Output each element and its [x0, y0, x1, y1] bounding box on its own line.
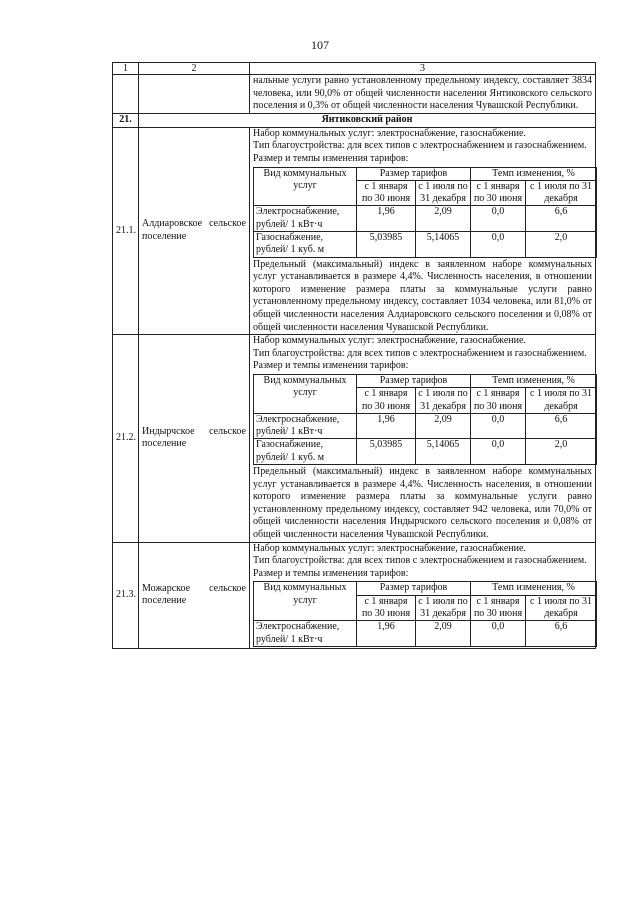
change-rate-header: Темп изменения, %: [471, 582, 597, 595]
settlements-table: [112, 62, 596, 649]
settlement-row: [113, 335, 596, 542]
tariff-table: [253, 581, 597, 646]
service-name: Газоснабжение, рублей/ 1 куб. м: [254, 232, 357, 258]
continuation-cell: [250, 75, 596, 114]
tariff-value: 1,96: [357, 206, 416, 232]
improvement-line: Тип благоустройства: для всех типов с электроснабжением и газоснабжением.: [253, 140, 587, 152]
tariff-table: [253, 374, 597, 465]
empty-cell: [113, 75, 139, 114]
change-rate-value: 0,0: [471, 232, 526, 258]
settlement-row: [113, 127, 596, 334]
change-rate-value: 0,0: [471, 621, 526, 647]
row-number: 21.2.: [113, 335, 139, 542]
improvement-line: Тип благоустройства: для всех типов с электроснабжением и газоснабжением.: [253, 555, 587, 567]
tariff-value: 5,03985: [357, 232, 416, 258]
change-rate-value: 0,0: [471, 413, 526, 439]
settlement-name: Можарское сельское поселение: [139, 542, 250, 648]
settlement-content: [250, 542, 596, 648]
section-number: 21.: [113, 113, 139, 127]
change-rate-value: 2,0: [526, 232, 597, 258]
period-header: с 1 января по 30 июня: [471, 388, 526, 414]
change-rate-value: 0,0: [471, 439, 526, 465]
improvement-line: Тип благоустройства: для всех типов с электроснабжением и газоснабжением.: [253, 347, 587, 359]
tariff-value: 5,14065: [416, 232, 471, 258]
settlement-content: [250, 127, 596, 334]
service-column-header: Вид коммунальных услуг: [254, 374, 357, 413]
settlements-table-body: [113, 63, 596, 649]
tariff-size-header: Размер тарифов: [357, 167, 471, 180]
tariff-row: [254, 439, 597, 465]
service-column-header: Вид коммунальных услуг: [254, 582, 357, 621]
tariffs-title: Размер и темпы изменения тарифов:: [253, 152, 409, 164]
column-number: 2: [139, 63, 250, 75]
tariff-value: 5,14065: [416, 439, 471, 465]
tariff-size-header: Размер тарифов: [357, 374, 471, 387]
services-line: Набор коммунальных услуг: электроснабжение, газоснабжение.: [253, 335, 526, 347]
empty-cell: [139, 75, 250, 114]
service-name: Электроснабжение, рублей/ 1 кВт·ч: [254, 413, 357, 439]
change-rate-value: 0,0: [471, 206, 526, 232]
price-index-text: Предельный (максимальный) индекс в заявленном наборе коммунальных услуг устанавливается в размере 4,4%. Численность населения, в отношении которого изменение размера платы за коммунальные услуги равно установленному предельному индексу, составляет 1034 человека, или 81,0% от общей численности населения Алдиаровского сельского поселения и 0,08% от общей численности населения Чувашской Республики.: [253, 258, 592, 333]
settlement-name: Алдиаровское сельское поселение: [139, 127, 250, 334]
tariff-row: [254, 621, 597, 647]
column-number: 3: [250, 63, 596, 75]
tariff-table: [253, 167, 597, 258]
change-rate-value: 6,6: [526, 413, 597, 439]
change-rate-value: 6,6: [526, 206, 597, 232]
column-number: 1: [113, 63, 139, 75]
tariff-value: 1,96: [357, 413, 416, 439]
tariff-value: 2,09: [416, 206, 471, 232]
change-rate-value: 6,6: [526, 621, 597, 647]
services-line: Набор коммунальных услуг: электроснабжение, газоснабжение.: [253, 542, 526, 554]
tariff-value: 1,96: [357, 621, 416, 647]
settlement-name: Индырчское сельское поселение: [139, 335, 250, 542]
period-header: с 1 января по 30 июня: [357, 180, 416, 206]
service-column-header: Вид коммунальных услуг: [254, 167, 357, 206]
period-header: с 1 июля по 31 декабря: [526, 388, 597, 414]
tariff-size-header: Размер тарифов: [357, 582, 471, 595]
change-rate-value: 2,0: [526, 439, 597, 465]
period-header: с 1 июля по 31 декабря: [526, 180, 597, 206]
section-title: Янтиковский район: [139, 113, 596, 127]
period-header: с 1 января по 30 июня: [357, 388, 416, 414]
tariff-value: 2,09: [416, 413, 471, 439]
period-header: с 1 января по 30 июня: [471, 595, 526, 621]
period-header: с 1 июля по 31 декабря: [416, 595, 471, 621]
tariff-value: 5,03985: [357, 439, 416, 465]
change-rate-header: Темп изменения, %: [471, 167, 597, 180]
page-number: 107: [311, 38, 329, 52]
service-name: Электроснабжение, рублей/ 1 кВт·ч: [254, 206, 357, 232]
tariff-header-row: [254, 167, 597, 180]
tariff-header-row: [254, 374, 597, 387]
settlement-content: [250, 335, 596, 542]
change-rate-header: Темп изменения, %: [471, 374, 597, 387]
row-number: 21.1.: [113, 127, 139, 334]
services-line: Набор коммунальных услуг: электроснабжение, газоснабжение.: [253, 127, 526, 139]
continuation-row: [113, 75, 596, 114]
period-header: с 1 января по 30 июня: [471, 180, 526, 206]
continuation-text: нальные услуги равно установленному предельному индексу, составляет 3834 человека, или 90,0% от общей численности населения Янтиковского сельского поселения и 0,3% от общей численности населения Чувашской Республики.: [253, 75, 592, 112]
tariff-value: 2,09: [416, 621, 471, 647]
settlement-row: [113, 542, 596, 648]
period-header: с 1 июля по 31 декабря: [416, 180, 471, 206]
tariff-row: [254, 413, 597, 439]
service-name: Газоснабжение, рублей/ 1 куб. м: [254, 439, 357, 465]
tariff-row: [254, 232, 597, 258]
section-row: [113, 113, 596, 127]
tariffs-title: Размер и темпы изменения тарифов:: [253, 567, 409, 579]
price-index-text: Предельный (максимальный) индекс в заявленном наборе коммунальных услуг устанавливается в размере 4,4%. Численность населения, в отношении которого изменение размера платы за коммунальные услуги равно установленному предельному индексу, составляет 942 человека, или 70,0% от общей численности населения Индырчского сельского поселения и 0,08% от общей численности населения Чувашской Республики.: [253, 466, 592, 541]
tariff-row: [254, 206, 597, 232]
period-header: с 1 января по 30 июня: [357, 595, 416, 621]
period-header: с 1 июля по 31 декабря: [526, 595, 597, 621]
tariffs-title: Размер и темпы изменения тарифов:: [253, 360, 409, 372]
column-number-row: [113, 63, 596, 75]
service-name: Электроснабжение, рублей/ 1 кВт·ч: [254, 621, 357, 647]
period-header: с 1 июля по 31 декабря: [416, 388, 471, 414]
row-number: 21.3.: [113, 542, 139, 648]
tariff-header-row: [254, 582, 597, 595]
